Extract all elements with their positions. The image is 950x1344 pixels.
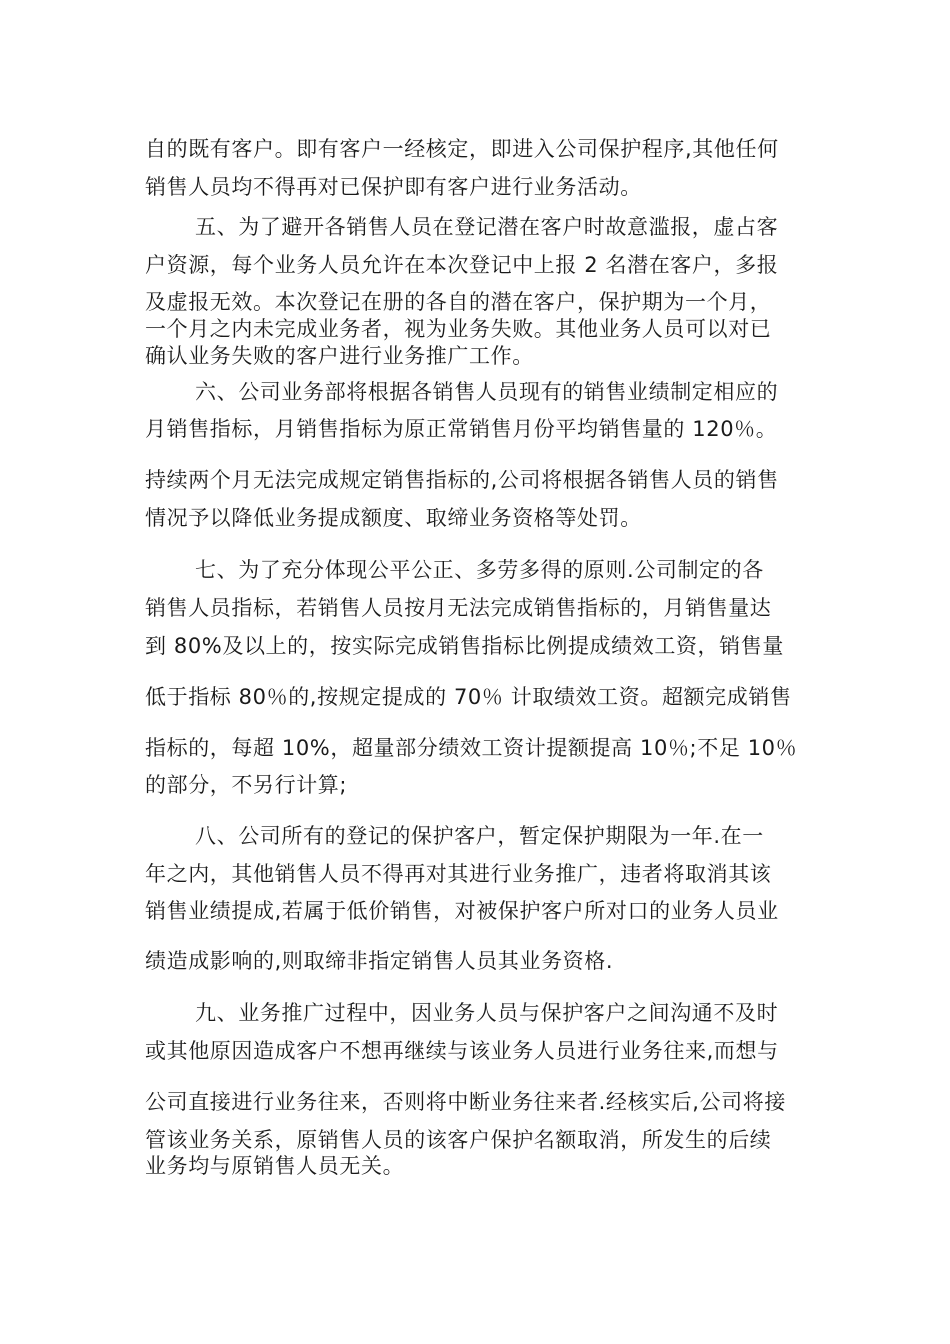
text-line: 指标的，每超 10%，超量部分绩效工资计提额提高 10％;不足 10％ (145, 736, 798, 760)
clause-nine-heading-line: 九、业务推广过程中，因业务人员与保护客户之间沟通不及时 (195, 1001, 779, 1025)
clause-six-heading-line: 六、公司业务部将根据各销售人员现有的销售业绩制定相应的 (195, 380, 779, 404)
text-line: 销售人员指标，若销售人员按月无法完成销售指标的，月销售量达 (145, 596, 772, 620)
text-line: 自的既有客户。即有客户一经核定，即进入公司保护程序,其他任何 (145, 137, 779, 161)
text-line: 销售业绩提成,若属于低价销售，对被保护客户所对口的业务人员业 (145, 899, 779, 923)
text-line: 持续两个月无法完成规定销售指标的,公司将根据各销售人员的销售 (145, 468, 779, 492)
clause-five-heading-line: 五、为了避开各销售人员在登记潜在客户时故意滥报，虚占客 (195, 215, 779, 239)
text-line: 月销售指标，月销售指标为原正常销售月份平均销售量的 120％。 (145, 417, 778, 441)
text-line: 低于指标 80％的,按规定提成的 70％ 计取绩效工资。超额完成销售 (145, 685, 792, 709)
text-line: 公司直接进行业务往来，否则将中断业务往来者.经核实后,公司将接 (145, 1090, 786, 1114)
clause-eight-heading-line: 八、公司所有的登记的保护客户，暂定保护期限为一年.在一 (195, 824, 764, 848)
text-line: 管该业务关系，原销售人员的该客户保护名额取消，所发生的后续 (145, 1128, 772, 1152)
text-line: 情况予以降低业务提成额度、取缔业务资格等处罚。 (145, 506, 642, 530)
text-line: 确认业务失败的客户进行业务推广工作。 (145, 344, 534, 368)
text-line: 绩造成影响的,则取缔非指定销售人员其业务资格. (145, 949, 614, 973)
text-line: 年之内，其他销售人员不得再对其进行业务推广，违者将取消其该 (145, 862, 772, 886)
text-line: 及虚报无效。本次登记在册的各自的潜在客户，保护期为一个月， (145, 290, 772, 314)
text-line: 一个月之内未完成业务者，视为业务失败。其他业务人员可以对已 (145, 317, 772, 341)
text-line: 的部分，不另行计算; (145, 773, 348, 797)
text-line: 户资源，每个业务人员允许在本次登记中上报 2 名潜在客户，多报 (145, 253, 779, 277)
text-line: 业务均与原销售人员无关。 (145, 1154, 405, 1178)
text-line: 销售人员均不得再对已保护即有客户进行业务活动。 (145, 175, 642, 199)
text-line: 到 80%及以上的，按实际完成销售指标比例提成绩效工资，销售量 (145, 634, 784, 658)
clause-seven-heading-line: 七、为了充分体现公平公正、多劳多得的原则.公司制定的各 (195, 558, 764, 582)
text-line: 或其他原因造成客户不想再继续与该业务人员进行业务往来,而想与 (145, 1039, 779, 1063)
